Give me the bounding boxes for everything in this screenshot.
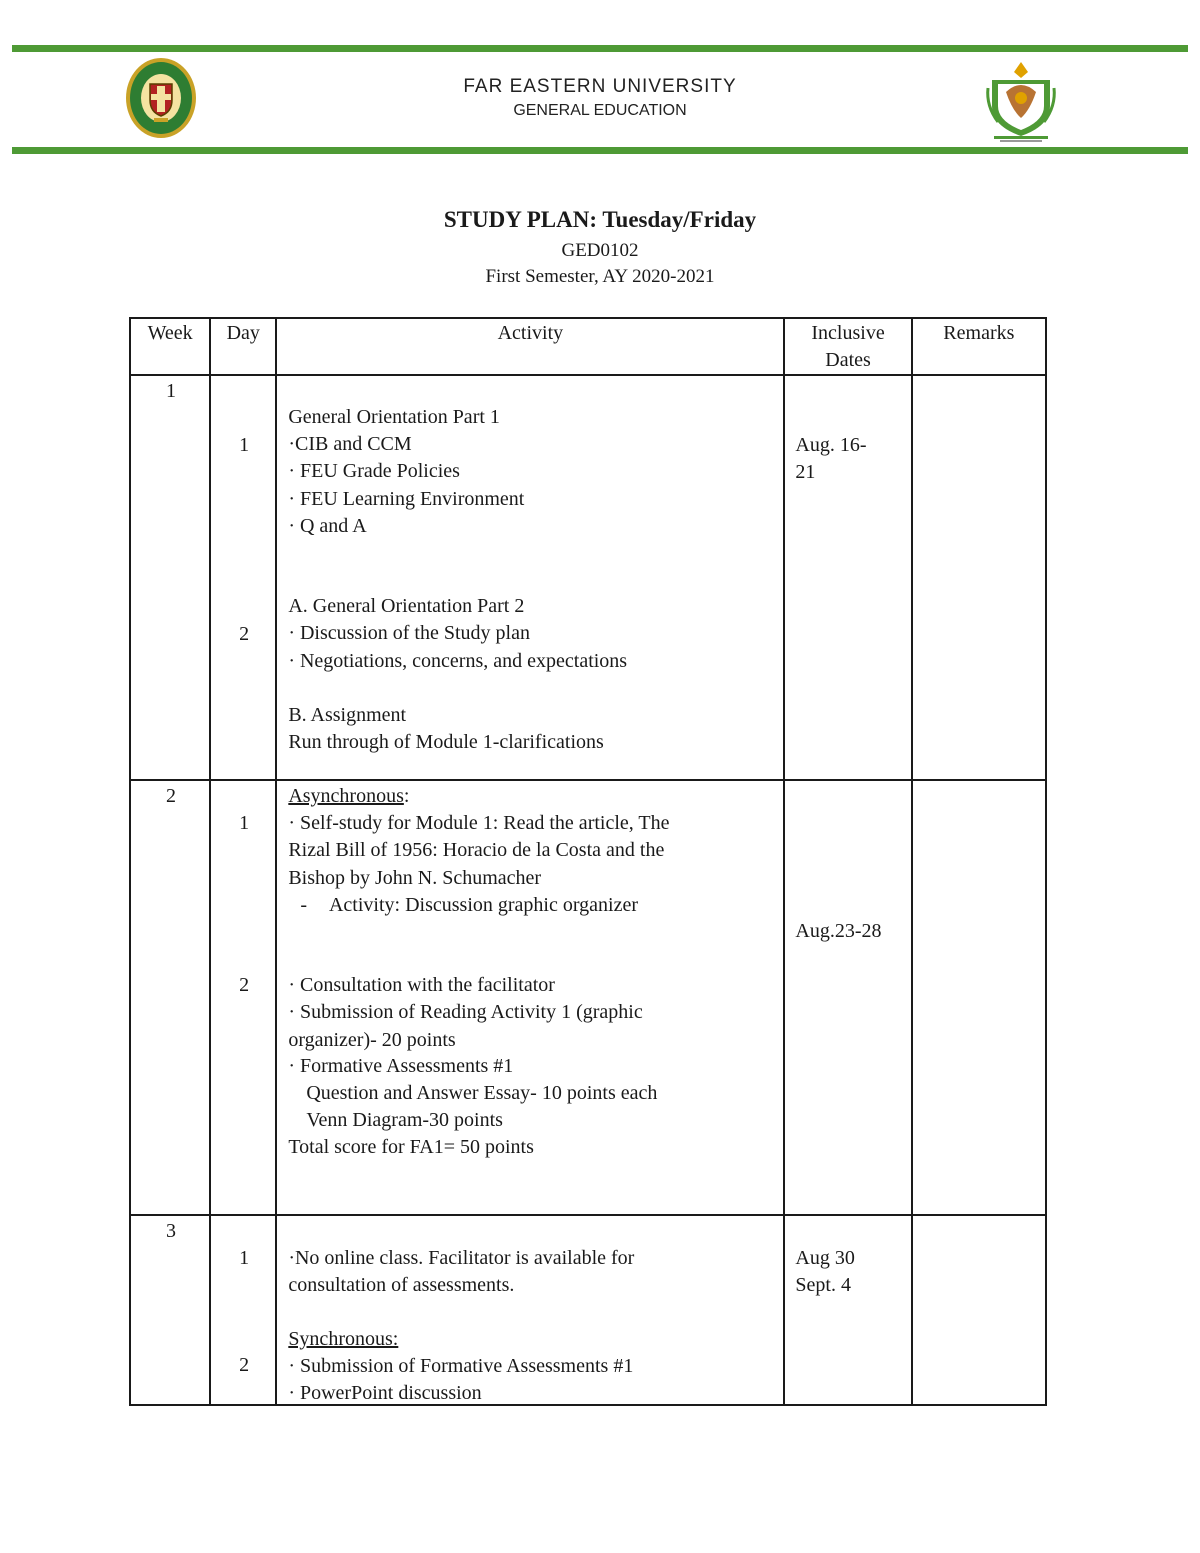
activity-line: · Self-study for Module 1: Read the article, The xyxy=(288,812,670,834)
activity-text: Activity: Discussion graphic organizer xyxy=(328,894,638,916)
activity-line: · Discussion of the Study plan xyxy=(288,622,530,644)
activity-line: ·CIB and CCM xyxy=(288,433,412,455)
activity-line: · FEU Learning Environment xyxy=(288,488,525,510)
header-activity: Activity xyxy=(276,318,784,375)
week-number: 1 xyxy=(166,380,176,402)
dates-line: Aug.23-28 xyxy=(795,920,882,942)
async-colon: : xyxy=(403,785,410,807)
dates-cell xyxy=(784,780,911,1215)
week-number: 2 xyxy=(166,785,176,807)
day-number: 1 xyxy=(239,812,250,834)
dates-line: Sept. 4 xyxy=(795,1274,851,1296)
remarks-cell xyxy=(912,1215,1046,1405)
semester-label: First Semester, AY 2020-2021 xyxy=(485,266,715,287)
header-dates-line1: Inclusive xyxy=(811,322,885,344)
activity-line: Venn Diagram-30 points xyxy=(306,1109,503,1131)
dash-bullet: - xyxy=(300,894,307,916)
day-number: 2 xyxy=(239,623,250,645)
table-row xyxy=(130,1215,1046,1405)
day-cell xyxy=(210,375,276,780)
activity-cell xyxy=(276,1215,784,1405)
general-education-crest-icon xyxy=(982,58,1060,144)
async-label: Asynchronous xyxy=(288,785,404,807)
remarks-cell xyxy=(912,375,1046,780)
day-number: 2 xyxy=(239,974,250,996)
week-cell xyxy=(130,375,210,780)
week-cell xyxy=(130,780,210,1215)
activity-line: Total score for FA1= 50 points xyxy=(288,1136,534,1158)
activity-line: ·No online class. Facilitator is available for xyxy=(288,1247,635,1269)
study-plan-table xyxy=(129,317,1047,1406)
department-name: GENERAL EDUCATION xyxy=(513,102,687,119)
dates-cell xyxy=(784,375,911,780)
activity-line: · FEU Grade Policies xyxy=(288,460,460,482)
dates-line: Aug. 16- xyxy=(795,434,867,456)
activity-line: Run through of Module 1-clarifications xyxy=(288,731,604,753)
week-number: 3 xyxy=(166,1220,176,1242)
dates-line: 21 xyxy=(795,461,816,483)
day-number: 1 xyxy=(239,434,250,456)
header-top-rule xyxy=(12,45,1188,52)
day-cell xyxy=(210,780,276,1215)
remarks-cell xyxy=(912,780,1046,1215)
activity-line: Synchronous: xyxy=(288,1328,399,1350)
activity-line: · Q and A xyxy=(288,515,367,537)
activity-line: A. General Orientation Part 2 xyxy=(288,595,525,617)
activity-cell xyxy=(276,780,784,1215)
day-number: 2 xyxy=(239,1354,250,1376)
activity-line: organizer)- 20 points xyxy=(288,1029,456,1051)
header-week: Week xyxy=(130,318,210,375)
activity-line: · Consultation with the facilitator xyxy=(288,974,555,996)
dates-cell xyxy=(784,1215,911,1405)
activity-line: Rizal Bill of 1956: Horacio de la Costa and the xyxy=(288,839,665,861)
document-title: STUDY PLAN: Tuesday/Friday xyxy=(443,207,757,232)
header-remarks: Remarks xyxy=(912,318,1046,375)
course-code: GED0102 xyxy=(561,240,639,261)
header-day: Day xyxy=(210,318,276,375)
activity-line: · Submission of Reading Activity 1 (graphic xyxy=(288,1001,643,1023)
table-row xyxy=(130,780,1046,1215)
activity-line xyxy=(288,783,777,810)
activity-line: Question and Answer Essay- 10 points each xyxy=(306,1082,658,1104)
week-cell xyxy=(130,1215,210,1405)
institution-name: FAR EASTERN UNIVERSITY xyxy=(463,76,737,97)
activity-line: Bishop by John N. Schumacher xyxy=(288,867,542,889)
header-bottom-rule xyxy=(12,147,1188,154)
activity-line: · Formative Assessments #1 xyxy=(288,1055,514,1077)
activity-line: · Submission of Formative Assessments #1 xyxy=(288,1355,634,1377)
activity-line: B. Assignment xyxy=(288,704,407,726)
header-inclusive-dates xyxy=(784,318,911,375)
activity-line: consultation of assessments. xyxy=(288,1274,515,1296)
activity-line xyxy=(288,892,777,919)
day-number: 1 xyxy=(239,1247,250,1269)
day-cell xyxy=(210,1215,276,1405)
activity-line: · PowerPoint discussion xyxy=(288,1382,482,1404)
header-dates-line2: Dates xyxy=(825,349,871,371)
feu-seal-icon xyxy=(124,56,198,140)
dates-line: Aug 30 xyxy=(795,1247,855,1269)
activity-cell xyxy=(276,375,784,780)
table-header-row xyxy=(130,318,1046,375)
activity-line: · Negotiations, concerns, and expectations xyxy=(288,650,628,672)
activity-line: General Orientation Part 1 xyxy=(288,406,500,428)
table-row xyxy=(130,375,1046,780)
